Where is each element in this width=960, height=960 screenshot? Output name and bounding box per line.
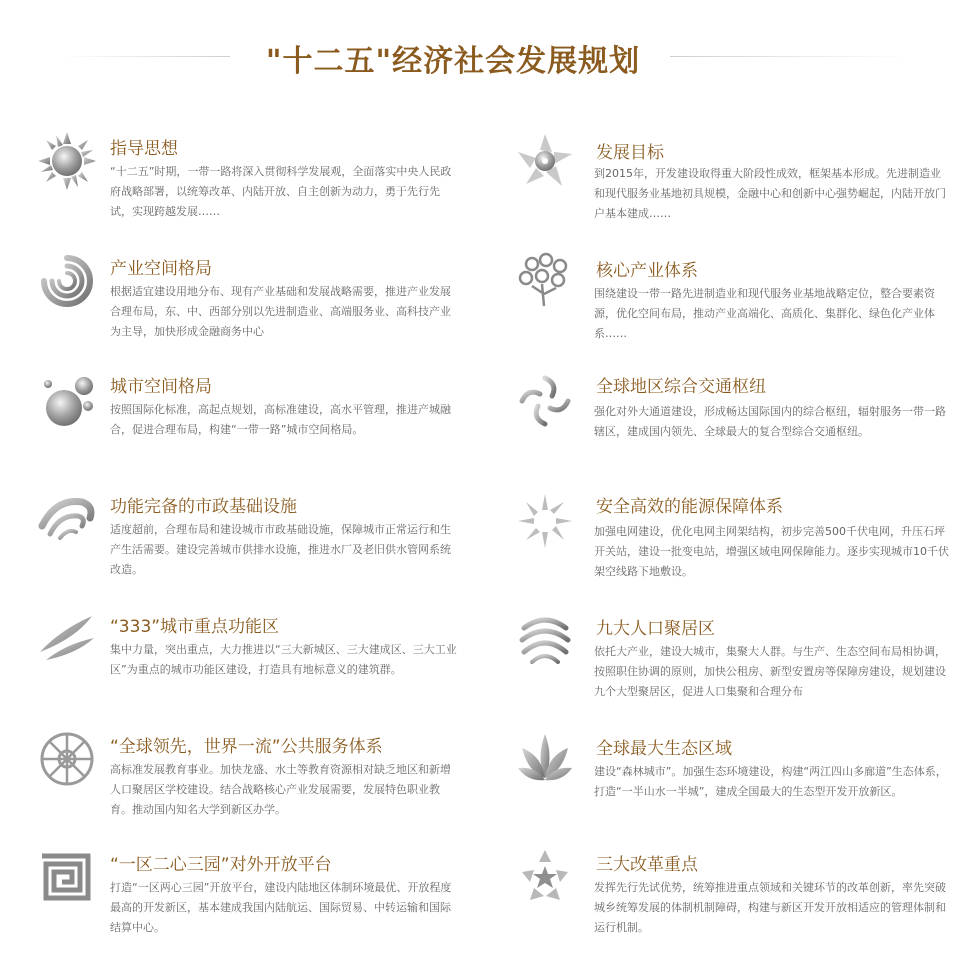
section-title: 三大改革重点 — [596, 855, 698, 875]
dharma-wheel-icon — [36, 728, 98, 790]
swirl-icon — [36, 250, 98, 312]
section-text: 围绕建设一带一路先进制造业和现代服务业基地战略定位，整合要素资源，优化空间布局，推动产业高端化、高质化、集群化、绿色化产业体系…… — [594, 287, 935, 340]
wave-icon — [36, 490, 98, 552]
burst-icon — [514, 490, 576, 552]
section-title: 发展目标 — [596, 143, 664, 163]
star-circle-icon — [514, 846, 576, 908]
section-text: 依托大产业，建设大城市，集聚大人群。与生产、生态空间布局相协调，按照职住协调的原则，加快公租房、新型安置房等保障房建设，规划建设九个大型聚居区，促进人口集聚和合理分布 — [594, 645, 946, 698]
section-title: “全球领先，世界一流”公共服务体系 — [110, 737, 383, 757]
section-text: 到2015年，开发建设取得重大阶段性成效，框架基本形成。先进制造业和现代服务业基地初具规模，金融中心和创新中心强势崛起，内陆开放门户基本建成…… — [594, 167, 946, 220]
section-text: 高标准发展教育事业。加快龙盛、水土等教育资源相对缺乏地区和新增人口聚居区学校建设。结合战略核心产业发展需要，发展特色职业教育。推动国内知名大学到新区办学。 — [110, 763, 451, 816]
section-title: 产业空间格局 — [110, 259, 212, 279]
section-title: 功能完备的市政基础设施 — [110, 497, 297, 517]
section-text: 建设“森林城市”。加强生态环境建设，构建“两江四山多廊道”生态体系，打造“一半山水一半城”，建成全国最大的生态型开发开放新区。 — [594, 765, 947, 798]
maze-square-icon — [36, 846, 98, 908]
section-title: 全球最大生态区域 — [596, 739, 732, 759]
section-title: 安全高效的能源保障体系 — [596, 497, 783, 517]
sun-icon — [36, 130, 98, 192]
page-header — [0, 30, 960, 84]
arrows-hub-icon — [514, 370, 576, 432]
section-text: 集中力量，突出重点，大力推进以“三大新城区、三大建成区、三大工业区”为重点的城市功能区建设，打造具有地标意义的建筑群。 — [110, 643, 457, 676]
section-text: 加强电网建设，优化电网主网架结构，初步完善500千伏电网，升压石坪开关站，建设一批变电站，增强区域电网保障能力。逐步实现城市10千伏架空线路下地敷设。 — [594, 525, 949, 578]
bubbles-icon — [36, 370, 98, 432]
section-text: 适度超前，合理布局和建设城市市政基础设施，保障城市正常运行和生产生活需要。建设完善城市供排水设施，推进水厂及老旧供水管网系统改造。 — [110, 523, 451, 576]
page-title: "十二五"经济社会发展规划 — [265, 44, 641, 79]
section-title: 指导思想 — [110, 139, 178, 159]
section-text: 按照国际化标准，高起点规划，高标准建设，高水平管理，推进产城融合，促进合理布局，构建“一带一路”城市空间格局。 — [110, 403, 451, 436]
section-title: “一区二心三园”对外开放平台 — [110, 855, 332, 875]
section-text: 打造“一区两心三园”开放平台，建设内陆地区体制环境最优、开放程度最高的开发新区，基本建成我国内陆航运、国际贸易、中转运输和国际结算中心。 — [110, 881, 452, 934]
section-title: 核心产业体系 — [596, 261, 698, 281]
section-title: “333”城市重点功能区 — [110, 617, 280, 637]
section-title: 城市空间格局 — [110, 377, 212, 397]
lotus-icon — [514, 728, 576, 790]
section-text: 强化对外大通道建设，形成畅达国际国内的综合枢纽，辐射服务一带一路辖区，建成国内领先、全球最大的复合型综合交通枢纽。 — [594, 405, 946, 438]
flower-tree-icon — [514, 250, 576, 312]
header-divider-right — [670, 56, 910, 57]
section-title: 九大人口聚居区 — [596, 619, 715, 639]
header-divider-left — [60, 56, 230, 57]
section-text: 根据适宜建设用地分布、现有产业基础和发展战略需要，推进产业发展合理布局，东、中、西部分别以先进制造业、高端服务业、高科技产业为主导，加快形成金融商务中心 — [110, 285, 451, 338]
spiral-globe-icon — [514, 608, 576, 670]
leaf-curl-icon — [36, 608, 98, 670]
pinwheel-target-icon — [514, 130, 576, 192]
section-title: 全球地区综合交通枢纽 — [596, 377, 766, 397]
section-text: 发挥先行先试优势，统筹推进重点领域和关键环节的改革创新，率先突破城乡统筹发展的体制机制障碍，构建与新区开发开放相适应的管理体制和运行机制。 — [594, 881, 946, 934]
section-text: “十二五”时期，一带一路将深入贯彻科学发展观，全面落实中央人民政府战略部署，以统筹改革、内陆开放、自主创新为动力，勇于先行先试，实现跨越发展…… — [110, 165, 452, 218]
